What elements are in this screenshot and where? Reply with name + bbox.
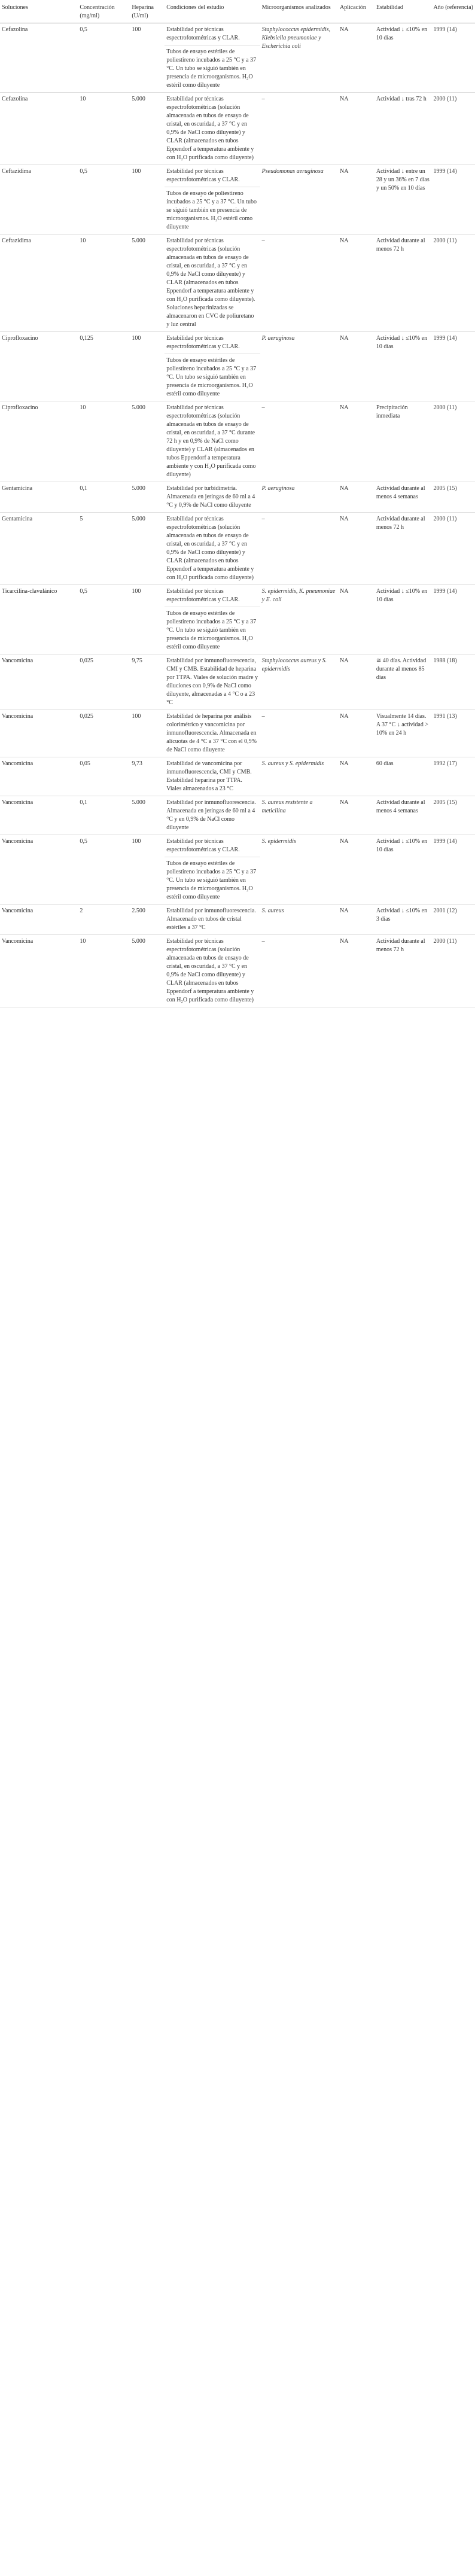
header-estabilidad: Estabilidad <box>374 0 432 23</box>
cell-concentracion: 0,125 <box>78 332 130 401</box>
header-concentracion: Concentración (mg/ml) <box>78 0 130 23</box>
cell-anio: 2000 (11) <box>432 401 475 482</box>
cell-microorganismos: S. epidermidis <box>260 835 338 905</box>
cell-condiciones: Estabilidad por técnicas espectrofotométricas (solución almacenada en tubos de ensayo de cristal, en oscuridad, a 37 °C y en 0,9% de NaCl como diluyente) y CLAR (almacenados en tubos Eppendorf a temperatura ambiente y con H₂O purificada como diluyente). Soluciones heparinizadas se almacenaron en CVC de poliuretano y luz central <box>165 235 260 332</box>
cell-microorganismos: S. aureus y S. epidermidis <box>260 757 338 796</box>
table-row <box>0 796 475 835</box>
cell-heparina: 9,75 <box>130 654 165 710</box>
cell-heparina: 100 <box>130 835 165 905</box>
cell-heparina: 5.000 <box>130 482 165 513</box>
cell-condiciones: Estabilidad por técnicas espectrofotométricas y CLAR. <box>165 332 260 354</box>
cell-solucion: Ceftazidima <box>0 165 78 235</box>
cell-estabilidad: Actividad durante al menos 72 h <box>374 513 432 585</box>
table-row <box>0 332 475 354</box>
cell-estabilidad: Actividad durante al menos 72 h <box>374 235 432 332</box>
table-row <box>0 757 475 796</box>
cell-condiciones: Estabilidad por técnicas espectrofotométricas (solución almacenada en tubos de ensayo de cristal, en oscuridad, a 37 °C y en 0,9% de NaCl como diluyente) y CLAR (almacenados en tubos Eppendorf a temperatura ambiente y con H₂O purificada como diluyente) <box>165 935 260 1007</box>
table-row <box>0 482 475 513</box>
table-row <box>0 835 475 857</box>
cell-solucion: Ciprofloxacino <box>0 401 78 482</box>
cell-anio: 1988 (18) <box>432 654 475 710</box>
cell-aplicacion: NA <box>338 482 374 513</box>
cell-aplicacion: NA <box>338 935 374 1007</box>
table-row <box>0 23 475 45</box>
cell-condiciones: Estabilidad por técnicas espectrofotométricas (solución almacenada en tubos de ensayo de cristal, en oscuridad, a 37 °C y en 0,9% de NaCl como diluyente) y CLAR (almacenados en tubos Eppendorf a temperatura ambiente y con H₂O purificada como diluyente) <box>165 93 260 165</box>
cell-anio: 1992 (17) <box>432 757 475 796</box>
cell-concentracion: 0,025 <box>78 654 130 710</box>
cell-heparina: 100 <box>130 710 165 757</box>
header-aplicacion: Aplicación <box>338 0 374 23</box>
cell-aplicacion: NA <box>338 165 374 235</box>
cell-heparina: 5.000 <box>130 401 165 482</box>
cell-anio: 2005 (15) <box>432 482 475 513</box>
cell-concentracion: 5 <box>78 513 130 585</box>
cell-microorganismos: P. aeruginosa <box>260 482 338 513</box>
cell-solucion: Gentamicina <box>0 513 78 585</box>
cell-estabilidad: Actividad ↓ tras 72 h <box>374 93 432 165</box>
table-row <box>0 654 475 710</box>
table-header <box>0 0 475 23</box>
table-row <box>0 93 475 165</box>
cell-condiciones: Estabilidad de vancomicina por inmunofluorescencia, CMI y CMB. Estabilidad heparina por TTPA. Viales almacenados a 23 °C <box>165 757 260 796</box>
cell-solucion: Gentamicina <box>0 482 78 513</box>
cell-concentracion: 0,025 <box>78 710 130 757</box>
header-heparina: Heparina (U/ml) <box>130 0 165 23</box>
cell-anio: 2000 (11) <box>432 93 475 165</box>
cell-concentracion: 10 <box>78 93 130 165</box>
cell-estabilidad: Actividad durante al menos 4 semanas <box>374 482 432 513</box>
cell-heparina: 5.000 <box>130 235 165 332</box>
cell-heparina: 100 <box>130 165 165 235</box>
table-body <box>0 23 475 1007</box>
table-row <box>0 513 475 585</box>
cell-condiciones: Estabilidad de heparina por análisis colorimétrico y vancomicina por inmunofluorescencia. Almacenada en alícuotas de 4 °C a 37 °C con el 0,9% de NaCl como diluyente <box>165 710 260 757</box>
cell-aplicacion: NA <box>338 710 374 757</box>
cell-estabilidad: Actividad durante al menos 4 semanas <box>374 796 432 835</box>
cell-anio: 1991 (13) <box>432 710 475 757</box>
cell-concentracion: 0,1 <box>78 796 130 835</box>
cell-estabilidad: 60 días <box>374 757 432 796</box>
cell-condiciones-detalle: Tubos de ensayo estériles de poliestireno incubados a 25 °C y a 37 °C. Un tubo se siguió también en presencia de microorganismos. H₂O estéril como diluyente <box>165 354 260 401</box>
cell-aplicacion: NA <box>338 235 374 332</box>
cell-estabilidad: Visualmente 14 días. A 37 °C ↓ actividad > 10% en 24 h <box>374 710 432 757</box>
cell-microorganismos: S. aureus <box>260 905 338 935</box>
cell-aplicacion: NA <box>338 905 374 935</box>
cell-microorganismos: – <box>260 513 338 585</box>
cell-condiciones: Estabilidad por técnicas espectrofotométricas y CLAR. <box>165 23 260 45</box>
cell-solucion: Ticarcilina-clavulánico <box>0 585 78 654</box>
cell-estabilidad: ≅ 40 días. Actividad durante al menos 85 días <box>374 654 432 710</box>
header-anio: Año (referencia) <box>432 0 475 23</box>
cell-condiciones: Estabilidad por técnicas espectrofotométricas y CLAR. <box>165 835 260 857</box>
cell-aplicacion: NA <box>338 513 374 585</box>
cell-anio: 1999 (14) <box>432 332 475 401</box>
cell-concentracion: 0,1 <box>78 482 130 513</box>
cell-condiciones: Estabilidad por inmunofluorescencia. Almacenado en tubos de cristal estériles a 37 °C <box>165 905 260 935</box>
cell-aplicacion: NA <box>338 401 374 482</box>
table-row <box>0 585 475 607</box>
cell-solucion: Vancomicina <box>0 796 78 835</box>
cell-heparina: 5.000 <box>130 93 165 165</box>
cell-microorganismos: – <box>260 401 338 482</box>
cell-heparina: 100 <box>130 585 165 654</box>
header-microorganismos: Microorganismos analizados <box>260 0 338 23</box>
cell-microorganismos: S. epidermidis, K. pneumoniae y E. coli <box>260 585 338 654</box>
cell-solucion: Vancomicina <box>0 710 78 757</box>
cell-heparina: 5.000 <box>130 935 165 1007</box>
cell-anio: 2000 (11) <box>432 935 475 1007</box>
cell-concentracion: 0,5 <box>78 585 130 654</box>
cell-microorganismos: – <box>260 710 338 757</box>
cell-solucion: Vancomicina <box>0 757 78 796</box>
cell-concentracion: 10 <box>78 935 130 1007</box>
cell-aplicacion: NA <box>338 757 374 796</box>
cell-condiciones: Estabilidad por técnicas espectrofotométricas y CLAR. <box>165 165 260 187</box>
cell-heparina: 9,73 <box>130 757 165 796</box>
cell-anio: 2000 (11) <box>432 235 475 332</box>
header-condiciones: Condiciones del estudio <box>165 0 260 23</box>
cell-estabilidad: Precipitación inmediata <box>374 401 432 482</box>
table-row <box>0 710 475 757</box>
cell-estabilidad: Actividad ↓ ≤10% en 10 días <box>374 23 432 93</box>
cell-heparina: 100 <box>130 23 165 93</box>
cell-microorganismos: P. aeruginosa <box>260 332 338 401</box>
cell-microorganismos: Staphylococcus epidermidis, Klebsiella pneumoniae y Escherichia coli <box>260 23 338 93</box>
cell-condiciones: Estabilidad por técnicas espectrofotométricas y CLAR. <box>165 585 260 607</box>
cell-condiciones-detalle: Tubos de ensayo estériles de poliestireno incubados a 25 °C y a 37 °C. Un tubo se siguió también en presencia de microorganismos. H₂O estéril como diluyente <box>165 857 260 905</box>
cell-aplicacion: NA <box>338 835 374 905</box>
cell-anio: 2000 (11) <box>432 513 475 585</box>
cell-condiciones: Estabilidad por técnicas espectrofotométricas (solución almacenada en tubos de ensayo de cristal, en oscuridad, a 37 °C durante 72 h y en 0,9% de NaCl como diluyente) y CLAR (almacenados en tubos Eppendorf a temperatura ambiente y con H₂O purificada como diluyente) <box>165 401 260 482</box>
cell-condiciones: Estabilidad por inmunofluorescencia. Almacenada en jeringas de 60 ml a 4 °C y en 0,9% de NaCl como diluyente <box>165 796 260 835</box>
cell-condiciones: Estabilidad por inmunofluorescencia, CMI y CMB. Estabilidad de heparina por TTPA. Viales de solución madre y diluciones con 0,9% de NaCl como diluyente, almacenadas a 4 °C o a 23 °C <box>165 654 260 710</box>
cell-solucion: Cefazolina <box>0 93 78 165</box>
cell-solucion: Cefazolina <box>0 23 78 93</box>
cell-concentracion: 10 <box>78 401 130 482</box>
header-soluciones: Soluciones <box>0 0 78 23</box>
cell-solucion: Ciprofloxacino <box>0 332 78 401</box>
cell-concentracion: 0,5 <box>78 23 130 93</box>
cell-estabilidad: Actividad ↓ ≤10% en 10 días <box>374 585 432 654</box>
cell-estabilidad: Actividad ↓ ≤10% en 10 días <box>374 332 432 401</box>
table-row <box>0 165 475 187</box>
cell-microorganismos: – <box>260 235 338 332</box>
cell-heparina: 5.000 <box>130 513 165 585</box>
cell-anio: 1999 (14) <box>432 585 475 654</box>
cell-microorganismos: S. aureus resistente a meticilina <box>260 796 338 835</box>
cell-solucion: Ceftazidima <box>0 235 78 332</box>
cell-heparina: 2.500 <box>130 905 165 935</box>
cell-condiciones: Estabilidad por turbidimetría. Almacenada en jeringas de 60 ml a 4 °C y 0,9% de NaCl como diluyente <box>165 482 260 513</box>
cell-microorganismos: Staphylococcus aureus y S. epidermidis <box>260 654 338 710</box>
cell-solucion: Vancomicina <box>0 835 78 905</box>
cell-condiciones-detalle: Tubos de ensayo estériles de poliestireno incubados a 25 °C y a 37 °C. Un tubo se siguió también en presencia de microorganismos. H₂O estéril como diluyente <box>165 45 260 93</box>
cell-aplicacion: NA <box>338 332 374 401</box>
cell-microorganismos: Pseudomonas aeruginosa <box>260 165 338 235</box>
cell-microorganismos: – <box>260 935 338 1007</box>
cell-aplicacion: NA <box>338 23 374 93</box>
cell-anio: 2005 (15) <box>432 796 475 835</box>
cell-aplicacion: NA <box>338 796 374 835</box>
cell-anio: 1999 (14) <box>432 23 475 93</box>
cell-anio: 2001 (12) <box>432 905 475 935</box>
cell-estabilidad: Actividad durante al menos 72 h <box>374 935 432 1007</box>
cell-aplicacion: NA <box>338 93 374 165</box>
header-row <box>0 0 475 23</box>
cell-condiciones-detalle: Tubos de ensayo de poliestireno incubados a 25 °C y a 37 °C. Un tubo se siguió también en presencia de microorganismos. H₂O estéril como diluyente <box>165 187 260 235</box>
cell-heparina: 100 <box>130 332 165 401</box>
cell-anio: 1999 (14) <box>432 835 475 905</box>
cell-estabilidad: Actividad ↓ entre un 28 y un 36% en 7 días y un 50% en 10 días <box>374 165 432 235</box>
cell-heparina: 5.000 <box>130 796 165 835</box>
cell-solucion: Vancomicina <box>0 654 78 710</box>
cell-concentracion: 0,05 <box>78 757 130 796</box>
cell-aplicacion: NA <box>338 654 374 710</box>
table-row <box>0 935 475 1007</box>
cell-estabilidad: Actividad ↓ ≤10% en 10 días <box>374 835 432 905</box>
table-row <box>0 401 475 482</box>
cell-solucion: Vancomicina <box>0 935 78 1007</box>
cell-estabilidad: Actividad ↓ ≤10% en 3 días <box>374 905 432 935</box>
table-row <box>0 905 475 935</box>
cell-anio: 1999 (14) <box>432 165 475 235</box>
stability-table <box>0 0 475 1007</box>
cell-concentracion: 0,5 <box>78 835 130 905</box>
cell-condiciones-detalle: Tubos de ensayo estériles de poliestireno incubados a 25 °C y a 37 °C. Un tubo se siguió también en presencia de microorganismos. H₂O estéril como diluyente <box>165 607 260 654</box>
cell-microorganismos: – <box>260 93 338 165</box>
table-row <box>0 235 475 332</box>
cell-concentracion: 10 <box>78 235 130 332</box>
cell-condiciones: Estabilidad por técnicas espectrofotométricas (solución almacenada en tubos de ensayo de cristal, en oscuridad, a 37 °C y en 0,9% de NaCl como diluyente) y CLAR (almacenados en tubos Eppendorf a temperatura ambiente y con H₂O purificada como diluyente) <box>165 513 260 585</box>
cell-concentracion: 2 <box>78 905 130 935</box>
cell-aplicacion: NA <box>338 585 374 654</box>
cell-solucion: Vancomicina <box>0 905 78 935</box>
cell-concentracion: 0,5 <box>78 165 130 235</box>
